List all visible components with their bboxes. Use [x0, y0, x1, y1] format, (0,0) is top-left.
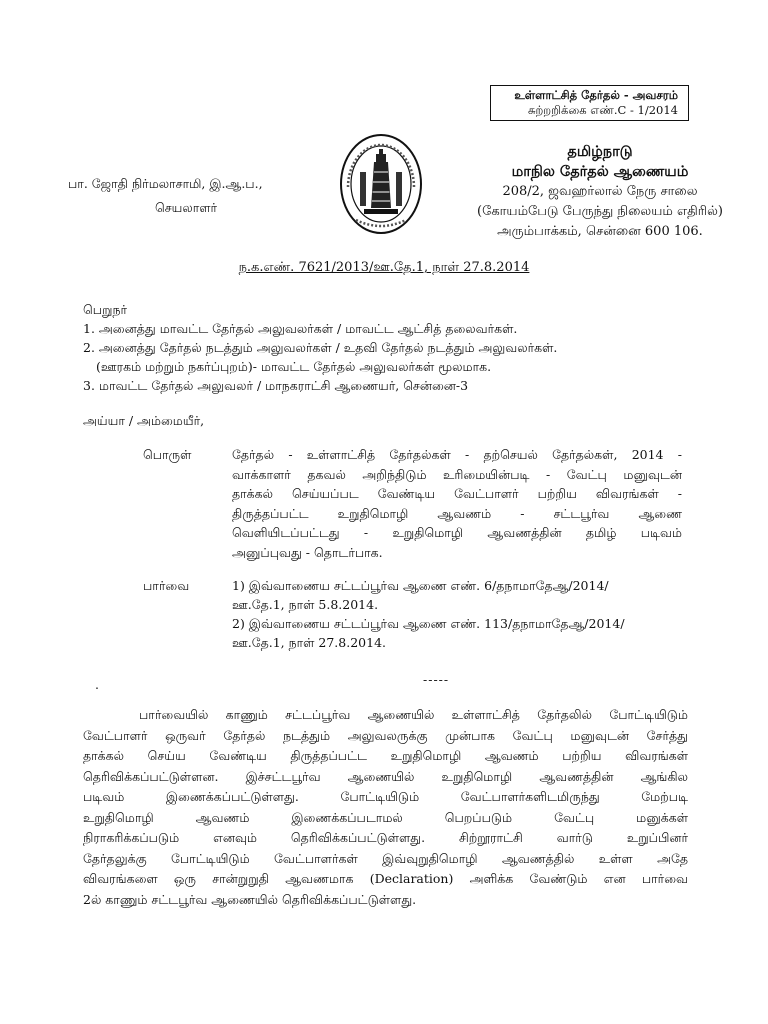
body-line: தாக்கல் செய்ய வேண்டிய திருத்தப்பட்ட உறுதிமொழி ஆவணம் பற்றிய விவரங்கள் — [83, 748, 688, 763]
org-landmark: (கோயம்பேடு பேருந்து நிலையம் எதிரில்) — [477, 204, 723, 219]
circular-number: சுற்றறிக்கை எண்.C - 1/2014 — [527, 103, 678, 117]
sender-name: பா. ஜோதி நிர்மலாசாமி, இ.ஆ.ப., — [68, 176, 263, 191]
sender-designation: செயலாளர் — [155, 200, 218, 215]
subject-line: தேர்தல் - உள்ளாட்சித் தேர்தல்கள் - தற்செயல் தேர்தல்கள், 2014 - — [232, 447, 682, 462]
organization-address — [455, 142, 745, 242]
body-line: தேர்தலுக்கு போட்டியிடும் வேட்பாளர்கள் இவ்வுறுதிமொழி ஆவணத்தில் உள்ள அதே — [83, 850, 688, 866]
subject-line: வாக்காளர் தகவல் அறிந்திடும் உரிமையின்படி - வேட்பு மனுவுடன் — [232, 466, 682, 482]
recipient-item: 1. அனைத்து மாவட்ட தேர்தல் அலுவலர்கள் / மாவட்ட ஆட்சித் தலைவர்கள். — [83, 321, 518, 336]
org-state: தமிழ்நாடு — [567, 143, 633, 160]
body-line: உறுதிமொழி ஆவணம் இணைக்கப்படாமல் பெறப்படும் வேட்பு மனுக்கள் — [83, 809, 688, 825]
body-line: 2ல் காணும் சட்டபூர்வ ஆணையில் தெரிவிக்கப்பட்டுள்ளது. — [83, 891, 417, 907]
references-label: பார்வை — [143, 578, 190, 593]
body-line: வேட்பாளர் ஒருவர் தேர்தல் நடத்தும் அலுவலருக்கு முன்பாக வேட்பு மனுவுடன் சேர்த்து — [83, 727, 688, 743]
body-paragraph — [83, 705, 688, 910]
reference-item: ஊ.தே.1, நாள் 27.8.2014. — [232, 635, 386, 650]
subject-line: தாக்கல் செய்யப்பட வேண்டிய வேட்பாளர் பற்றிய விவரங்கள் - — [232, 486, 682, 501]
subject-line: திருத்தப்பட்ட உறுதிமொழி ஆவணம் - சட்டபூர்வ ஆணை — [232, 505, 682, 521]
salutation: அய்யா / அம்மையீர், — [83, 413, 205, 428]
state-emblem-icon — [338, 132, 424, 236]
body-line: நிராகரிக்கப்படும் எனவும் தெரிவிக்கப்பட்டுள்ளது. சிற்றூராட்சி வார்டு உறுப்பினர் — [83, 830, 688, 845]
body-line: படிவம் இணைக்கப்பட்டுள்ளது. போட்டியிடும் வேட்பாளர்களிடமிருந்து மேற்படி — [83, 789, 688, 804]
recipient-item: 2. அனைத்து தேர்தல் நடத்தும் அலுவலர்கள் / உதவி தேர்தல் நடத்தும் அலுவலர்கள். — [83, 340, 558, 355]
reference-item: ஊ.தே.1, நாள் 5.8.2014. — [232, 597, 379, 612]
separator-dot: . — [95, 677, 99, 692]
org-street: 208/2, ஜவஹர்லால் நேரு சாலை — [502, 184, 698, 199]
references-text — [232, 576, 692, 652]
recipient-item-note: (ஊரகம் மற்றும் நகர்ப்புறம்)- மாவட்ட தேர்தல் அலுவலர்கள் மூலமாக. — [96, 359, 492, 374]
body-line: விவரங்களை ஒரு சான்றுறுதி ஆவணமாக (Declaration) அளிக்க வேண்டும் என பார்வை — [83, 871, 688, 886]
org-name: மாநில தேர்தல் ஆணையம் — [511, 163, 689, 180]
urgent-header-box — [490, 85, 689, 121]
subject-line: வெளியிடப்பட்டது - உறுதிமொழி ஆவணத்தின் தமிழ் படிவம் — [232, 525, 682, 540]
urgent-label: உள்ளாட்சித் தேர்தல் - அவசரம் — [514, 88, 678, 102]
reference-item: 2) இவ்வாணைய சட்டப்பூர்வ ஆணை எண். 113/தநாமாதேஆ/2014/ — [232, 616, 625, 631]
body-line: பார்வையில் காணும் சட்டப்பூர்வ ஆணையில் உள்ளாட்சித் தேர்தலில் போட்டியிடும் — [139, 707, 688, 722]
reference-item: 1) இவ்வாணைய சட்டப்பூர்வ ஆணை எண். 6/தநாமாதேஆ/2014/ — [232, 578, 609, 593]
separator-dashes: ----- — [423, 672, 450, 687]
recipients-heading: பெறுநர் — [83, 302, 128, 317]
org-city: அரும்பாக்கம், சென்னை 600 106. — [497, 224, 703, 239]
sender-block — [68, 172, 328, 220]
subject-text — [232, 445, 682, 562]
recipient-item: 3. மாவட்ட தேர்தல் அலுவலர் / மாநகராட்சி ஆணையர், சென்னை-3 — [83, 378, 469, 393]
subject-line: அனுப்புவது - தொடர்பாக. — [232, 544, 383, 560]
reference-number-line — [0, 260, 768, 276]
recipients-block — [83, 300, 723, 395]
subject-label: பொருள் — [143, 447, 192, 462]
reference-number: ந.க.எண். 7621/2013/ஊ.தே.1, நாள் 27.8.2014 — [238, 260, 530, 275]
body-line: தெரிவிக்கப்பட்டுள்ளன. இச்சட்டபூர்வ ஆணையில் உறுதிமொழி ஆவணத்தின் ஆங்கில — [83, 768, 688, 784]
